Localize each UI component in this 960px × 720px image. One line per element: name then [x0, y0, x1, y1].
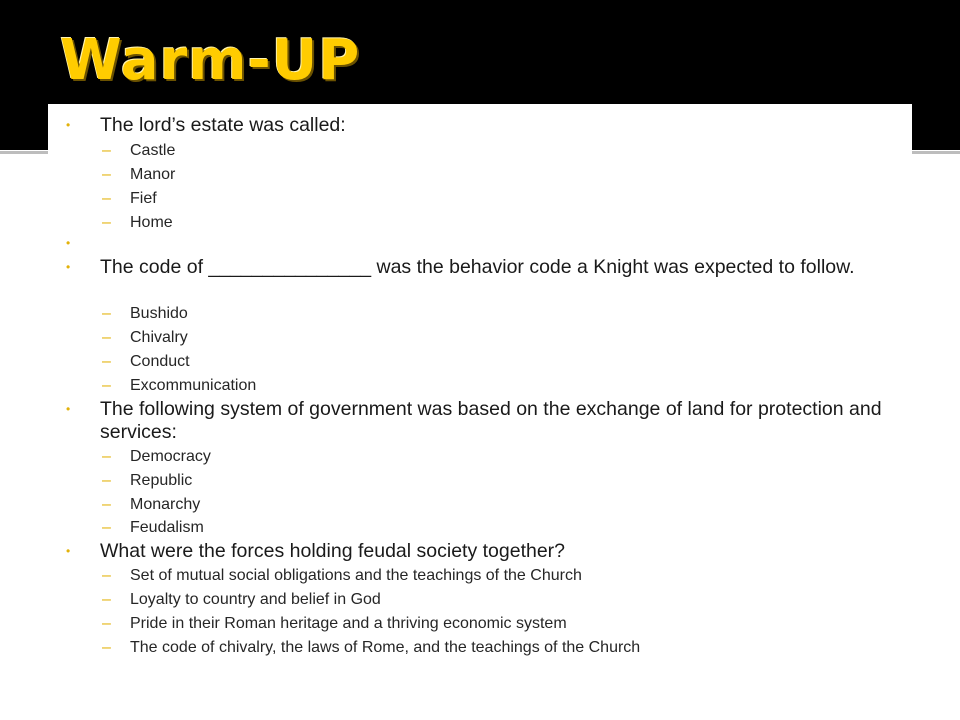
band-divider-right: [912, 151, 960, 154]
dash-icon: –: [102, 353, 111, 370]
question-3-option-1: [102, 447, 890, 467]
content-panel: [48, 104, 912, 720]
question-4: [66, 540, 900, 563]
question-2-text: The code of _______________ was the behavior code a Knight was expected to follow.: [100, 256, 855, 278]
question-1-option-3: [102, 189, 890, 209]
option-text: Democracy: [130, 448, 211, 465]
question-2-option-4: [102, 376, 890, 396]
option-text: The code of chivalry, the laws of Rome, and the teachings of the Church: [130, 639, 641, 656]
question-4-option-1: [102, 566, 890, 586]
option-text: Loyalty to country and belief in God: [130, 591, 381, 608]
dash-icon: –: [102, 639, 111, 656]
dash-icon: –: [102, 472, 111, 489]
question-2-option-2: [102, 328, 890, 348]
dash-icon: –: [102, 190, 111, 207]
question-1-option-2: [102, 165, 890, 185]
question-1-text: The lord’s estate was called:: [100, 114, 346, 136]
band-divider-left: [0, 151, 48, 154]
bullet-icon: •: [66, 118, 71, 132]
dash-icon: –: [102, 567, 111, 584]
question-1: [66, 114, 900, 137]
question-1-option-4: [102, 213, 890, 233]
bullet-icon: •: [66, 236, 71, 250]
dash-icon: –: [102, 142, 111, 159]
option-text: Set of mutual social obligations and the teachings of the Church: [130, 567, 582, 584]
question-2: [66, 256, 900, 279]
question-1-option-1: [102, 141, 890, 161]
bullet-icon: •: [66, 544, 71, 558]
question-3-option-3: [102, 495, 890, 515]
option-text: Pride in their Roman heritage and a thriving economic system: [130, 615, 567, 632]
question-3: [66, 398, 900, 444]
option-text: Bushido: [130, 305, 188, 322]
option-text: Excommunication: [130, 377, 257, 394]
question-4-text: What were the forces holding feudal society together?: [100, 540, 566, 562]
option-text: Feudalism: [130, 519, 204, 536]
question-2-option-1: [102, 304, 890, 324]
question-3-option-4: [102, 518, 890, 538]
option-text: Conduct: [130, 353, 190, 370]
dash-icon: –: [102, 305, 111, 322]
question-4-option-3: [102, 614, 890, 634]
dash-icon: –: [102, 214, 111, 231]
dash-icon: –: [102, 377, 111, 394]
dash-icon: –: [102, 329, 111, 346]
bullet-icon: •: [66, 402, 71, 416]
dash-icon: –: [102, 496, 111, 513]
dash-icon: –: [102, 591, 111, 608]
slide-title: Warm-UP: [60, 28, 361, 93]
question-3-text: The following system of government was based on the exchange of land for protection and services:: [100, 398, 882, 443]
question-4-option-4: [102, 638, 890, 658]
dash-icon: –: [102, 519, 111, 536]
bullet-icon: •: [66, 260, 71, 274]
dash-icon: –: [102, 448, 111, 465]
option-text: Manor: [130, 166, 176, 183]
option-text: Home: [130, 214, 173, 231]
option-text: Chivalry: [130, 329, 188, 346]
option-text: Monarchy: [130, 496, 201, 513]
dash-icon: –: [102, 615, 111, 632]
option-text: Fief: [130, 190, 157, 207]
option-text: Castle: [130, 142, 176, 159]
question-3-option-2: [102, 471, 890, 491]
question-2-option-3: [102, 352, 890, 372]
question-4-option-2: [102, 590, 890, 610]
dash-icon: –: [102, 166, 111, 183]
option-text: Republic: [130, 472, 193, 489]
